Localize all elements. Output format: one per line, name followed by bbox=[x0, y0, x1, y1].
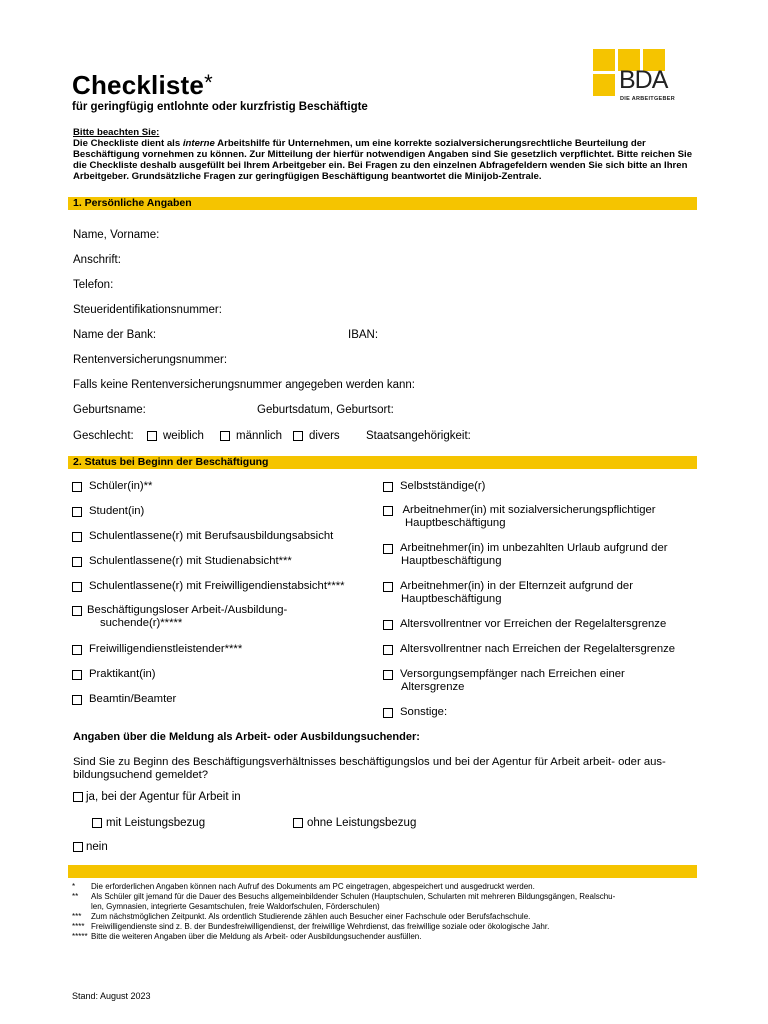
gender-diverse-option[interactable] bbox=[293, 430, 340, 442]
footnote-mark: ** bbox=[72, 892, 79, 901]
checkbox[interactable] bbox=[220, 431, 230, 441]
notice-text-italic: interne bbox=[182, 138, 215, 149]
option-label: weiblich bbox=[163, 430, 204, 442]
option-label: Schulentlassene(r) mit Studienabsicht*** bbox=[89, 555, 292, 567]
footnote bbox=[72, 912, 712, 922]
option-label: Schulentlassene(r) mit Berufsausbildungsabsicht bbox=[89, 530, 334, 542]
title-mark: * bbox=[204, 70, 213, 95]
gender-female-option[interactable] bbox=[147, 430, 204, 442]
option-label-continued: Hauptbeschäftigung bbox=[401, 593, 502, 605]
option-label-continued: Hauptbeschäftigung bbox=[405, 517, 506, 529]
footnote-text: Freiwilligendienste sind z. B. der Bundesfreiwilligendienst, der freiwillige Wehrdienst, das freiwillige soziale oder ökologische Jahr. bbox=[91, 922, 550, 931]
option-label: männlich bbox=[236, 430, 283, 442]
checkbox[interactable] bbox=[147, 431, 157, 441]
option-label-continued: Hauptbeschäftigung bbox=[401, 555, 502, 567]
option-label: Beamtin/Beamter bbox=[89, 693, 177, 705]
footnote bbox=[72, 922, 712, 932]
logo-subtext: DIE ARBEITGEBER bbox=[620, 96, 676, 102]
option-label: Altersvollrentner vor Erreichen der Regelaltersgrenze bbox=[400, 618, 667, 630]
footnote-text: len, Gymnasien, integrierte Gesamtschulen, freie Waldorfschulen, Förderschulen) bbox=[91, 902, 380, 911]
checkbox[interactable] bbox=[293, 818, 303, 828]
option-label: divers bbox=[309, 430, 340, 442]
checkbox[interactable] bbox=[383, 582, 393, 592]
registration-question-line: bildungsuchend gemeldet? bbox=[73, 769, 209, 781]
registration-without-benefit-option[interactable] bbox=[293, 817, 416, 829]
phone-field[interactable]: Telefon: bbox=[73, 279, 114, 291]
footnotes bbox=[72, 882, 712, 942]
checkbox[interactable] bbox=[383, 544, 393, 554]
registration-with-benefit-option[interactable] bbox=[92, 817, 205, 829]
option-label: Freiwilligendienstleistender**** bbox=[89, 643, 243, 655]
option-label: Arbeitnehmer(in) mit sozialversicherungspflichtiger bbox=[400, 504, 656, 516]
tax-id-field[interactable]: Steueridentifikationsnummer: bbox=[73, 304, 222, 316]
registration-no-option[interactable] bbox=[73, 841, 108, 853]
notice-block bbox=[73, 127, 698, 182]
option-label: Arbeitnehmer(in) in der Elternzeit aufgrund der bbox=[400, 580, 633, 592]
checkbox[interactable] bbox=[293, 431, 303, 441]
checkbox[interactable] bbox=[72, 606, 82, 616]
checkbox[interactable] bbox=[72, 645, 82, 655]
checkbox[interactable] bbox=[73, 792, 83, 802]
checkbox[interactable] bbox=[383, 506, 393, 516]
option-label: Student(in) bbox=[89, 505, 145, 517]
registration-heading: Angaben über die Meldung als Arbeit- oder Ausbildungsuchender: bbox=[73, 731, 420, 743]
option-label: Sonstige: bbox=[400, 706, 448, 718]
option-label: Versorgungsempfänger nach Erreichen einer bbox=[400, 668, 625, 680]
registration-yes-option[interactable] bbox=[73, 791, 241, 803]
bda-logo bbox=[593, 49, 685, 109]
footnote-text: Zum nächstmöglichen Zeitpunkt. Als ordentlich Studierende zählen auch Besucher einer Fachschule oder Berufsfachschule. bbox=[91, 912, 531, 921]
option-label: ohne Leistungsbezug bbox=[307, 817, 417, 829]
title-text: Checkliste bbox=[72, 70, 205, 100]
footnote-mark: * bbox=[72, 882, 76, 891]
logo-square bbox=[593, 74, 615, 96]
option-label: Arbeitnehmer(in) im unbezahlten Urlaub aufgrund der bbox=[400, 542, 668, 554]
option-label-continued: suchende(r)***** bbox=[100, 617, 183, 629]
name-field[interactable]: Name, Vorname: bbox=[73, 229, 160, 241]
option-label: Altersvollrentner nach Erreichen der Regelaltersgrenze bbox=[400, 643, 676, 655]
address-field[interactable]: Anschrift: bbox=[73, 254, 121, 266]
checkbox[interactable] bbox=[383, 645, 393, 655]
option-label: ja, bei der Agentur für Arbeit in bbox=[86, 791, 241, 803]
gender-male-option[interactable] bbox=[220, 430, 282, 442]
birth-date-place-field[interactable]: Geburtsdatum, Geburtsort: bbox=[257, 404, 394, 416]
citizenship-field[interactable]: Staatsangehörigkeit: bbox=[366, 430, 471, 442]
option-label: nein bbox=[86, 841, 108, 853]
footnote-mark: *** bbox=[72, 912, 82, 921]
option-label: Praktikant(in) bbox=[89, 668, 156, 680]
section-2-header: 2. Status bei Beginn der Beschäftigung bbox=[68, 456, 697, 469]
option-label: Schüler(in)** bbox=[89, 480, 153, 492]
option-label: Selbstständige(r) bbox=[400, 480, 486, 492]
footer-bar bbox=[68, 865, 697, 878]
notice-text-part: Arbeitshilfe für Unternehmen, um eine korrekte sozialversicherungsrechtliche Beurteilung der Beschäftigung vornehmen zu können. Zur Mitteilung der hierfür notwendigen Angaben sind Sie gesetzlich verpflichtet. Bitte reichen Sie die Checkliste deshalb ausgefüllt bei Ihrem Arbeitgeber ein. Bei Fragen zu den einzelnen Abfragefeldern wenden Sie sich bitte an Ihren Arbeitgeber. Grundsätzliche Fragen zur geringfügigen Beschäftigung beantwortet die Minijob-Zentrale. bbox=[73, 138, 693, 182]
notice-text bbox=[73, 138, 698, 182]
checkbox[interactable] bbox=[92, 818, 102, 828]
logo-text: BDA bbox=[619, 66, 668, 94]
checkbox[interactable] bbox=[72, 482, 82, 492]
pension-number-field[interactable]: Rentenversicherungsnummer: bbox=[73, 354, 228, 366]
no-pension-number-label: Falls keine Rentenversicherungsnummer angegeben werden kann: bbox=[73, 379, 416, 391]
checkbox[interactable] bbox=[73, 842, 83, 852]
checkbox[interactable] bbox=[383, 620, 393, 630]
footnote bbox=[72, 882, 712, 892]
checkbox[interactable] bbox=[72, 557, 82, 567]
footnote-text: Als Schüler gilt jemand für die Dauer des Besuchs allgemeinbildender Schulen (Hauptschulen, Schularten mit mehreren Bildungsgängen, Realschu- bbox=[91, 892, 616, 901]
gender-label: Geschlecht: bbox=[73, 430, 134, 442]
birth-name-field[interactable]: Geburtsname: bbox=[73, 404, 146, 416]
footnote bbox=[72, 932, 712, 942]
option-label: mit Leistungsbezug bbox=[106, 817, 206, 829]
bank-field[interactable]: Name der Bank: bbox=[73, 329, 157, 341]
document-date: Stand: August 2023 bbox=[72, 991, 151, 1001]
checkbox[interactable] bbox=[72, 695, 82, 705]
iban-field[interactable]: IBAN: bbox=[348, 329, 379, 341]
page-subtitle: für geringfügig entlohnte oder kurzfristig Beschäftigte bbox=[72, 101, 368, 113]
section-1-header: 1. Persönliche Angaben bbox=[68, 197, 697, 210]
checkbox[interactable] bbox=[383, 670, 393, 680]
footnote bbox=[72, 892, 712, 912]
checkbox[interactable] bbox=[72, 582, 82, 592]
footnote-mark: **** bbox=[72, 922, 85, 931]
checkbox[interactable] bbox=[72, 507, 82, 517]
registration-question-line: Sind Sie zu Beginn des Beschäftigungsverhältnisses beschäftigungslos und bei der Agentur für Arbeit arbeit- oder aus- bbox=[73, 756, 666, 768]
option-label: Beschäftigungsloser Arbeit-/Ausbildung- bbox=[87, 604, 288, 616]
checkbox[interactable] bbox=[383, 482, 393, 492]
footnote-mark: ***** bbox=[72, 932, 88, 941]
footnote-text: Bitte die weiteren Angaben über die Meldung als Arbeit- oder Ausbildungsuchender ausfüllen. bbox=[91, 932, 422, 941]
notice-heading: Bitte beachten Sie: bbox=[73, 127, 160, 138]
checkbox[interactable] bbox=[383, 708, 393, 718]
checkbox[interactable] bbox=[72, 670, 82, 680]
option-label: Schulentlassene(r) mit Freiwilligendienstabsicht**** bbox=[89, 580, 345, 592]
footnote-text: Die erforderlichen Angaben können nach Aufruf des Dokuments am PC eingetragen, abgespeichert und ausgedruckt werden. bbox=[91, 882, 535, 891]
logo-square bbox=[593, 49, 615, 71]
page-title bbox=[72, 70, 213, 101]
notice-text-part: Die Checkliste dient als bbox=[73, 138, 183, 149]
option-label-continued: Altersgrenze bbox=[401, 681, 465, 693]
checkbox[interactable] bbox=[72, 532, 82, 542]
